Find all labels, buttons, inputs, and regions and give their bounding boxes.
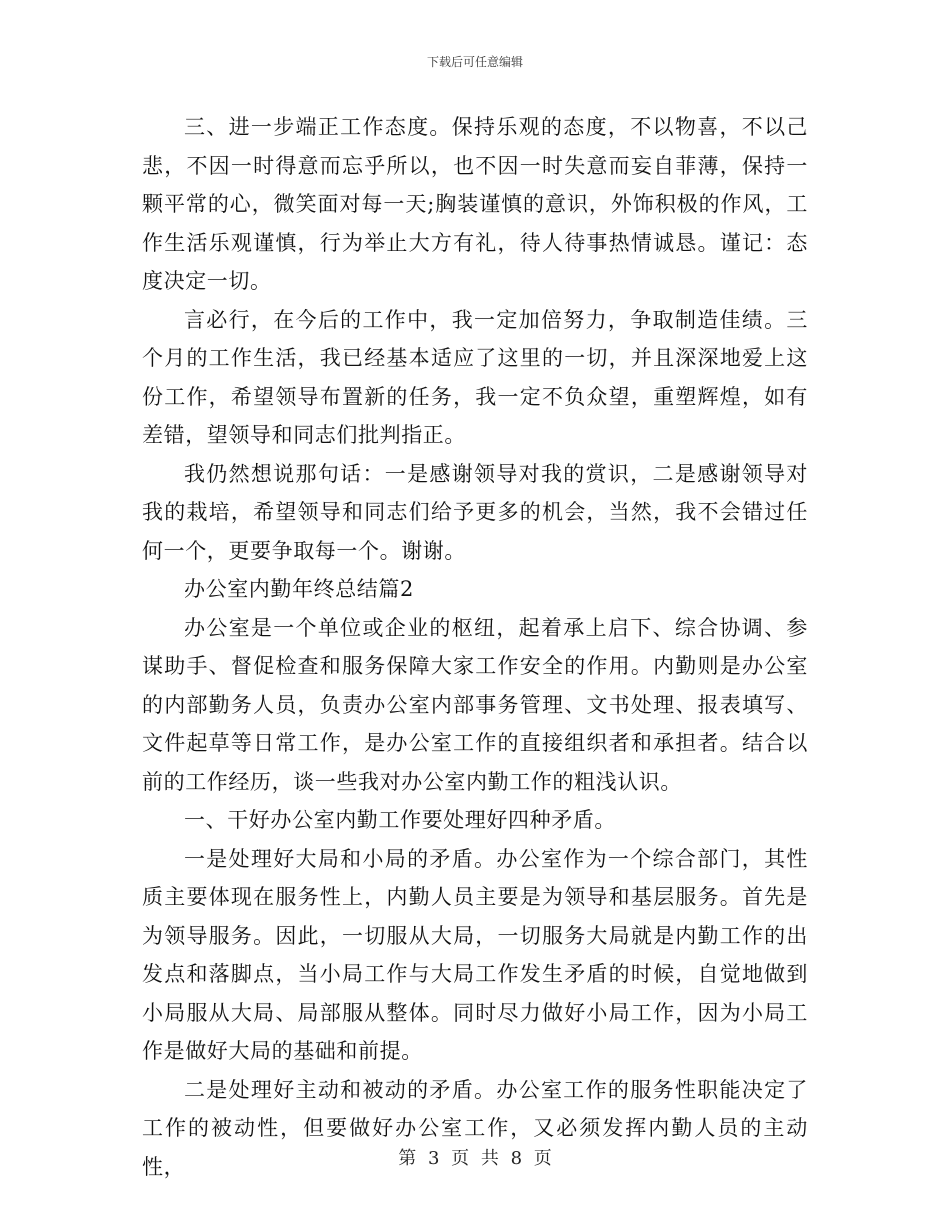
footer-total-pages: 8 bbox=[510, 1148, 523, 1169]
page-footer bbox=[0, 1144, 950, 1170]
footer-prefix: 第 bbox=[398, 1148, 417, 1169]
paragraph-office-role: 办公室是一个单位或企业的枢纽，起着承上启下、综合协调、参谋助手、督促检查和服务保障大家工作安全的作用。内勤则是办公室的内部勤务人员，负责办公室内部事务管理、文书处理、报表填写、文件起草等日常工作，是办公室工作的直接组织者和承担者。结合以前的工作经历，谈一些我对办公室内勤工作的粗浅认识。 bbox=[142, 615, 808, 794]
subheading-four-contradictions: 一、干好办公室内勤工作要处理好四种矛盾。 bbox=[184, 808, 616, 832]
footer-middle: 页 bbox=[451, 1148, 470, 1169]
page-header-note: 下载后可任意编辑 bbox=[426, 55, 523, 69]
paragraph-commitment: 言必行，在今后的工作中，我一定加倍努力，争取制造佳绩。三个月的工作生活，我已经基本适应了这里的一切，并且深深地爱上这份工作，希望领导布置新的任务，我一定不负众望，重塑辉煌，如有差错，望领导和同志们批判指正。 bbox=[142, 307, 808, 447]
paragraph-big-small-picture: 一是处理好大局和小局的矛盾。办公室作为一个综合部门，其性质主要体现在服务性上，内勤人员主要是为领导和基层服务。首先是为领导服务。因此，一切服从大局，一切服务大局就是内勤工作的出发点和落脚点，当小局工作与大局工作发生矛盾的时候，自觉地做到小局服从大局、局部服从整体。同时尽力做好小局工作，因为小局工作是做好大局的基础和前提。 bbox=[142, 846, 808, 1063]
footer-suffix: 页 bbox=[533, 1148, 552, 1169]
paragraph-thanks: 我仍然想说那句话：一是感谢领导对我的赏识，二是感谢领导对我的栽培，希望领导和同志们给予更多的机会，当然，我不会错过任何一个，更要争取每一个。谢谢。 bbox=[142, 461, 808, 563]
paragraph-active-passive: 二是处理好主动和被动的矛盾。办公室工作的服务性职能决定了工作的被动性，但要做好办公室工作，又必须发挥内勤人员的主动性， bbox=[142, 1077, 808, 1179]
document-body bbox=[142, 108, 808, 1186]
paragraph-attitude: 三、进一步端正工作态度。保持乐观的态度，不以物喜，不以己悲，不因一时得意而忘乎所以，也不因一时失意而妄自菲薄，保持一颗平常的心，微笑面对每一天;胸装谨慎的意识，外饰积极的作风，工作生活乐观谨慎，行为举止大方有礼，待人待事热情诚恳。谨记：态度决定一切。 bbox=[142, 115, 808, 293]
footer-total-prefix: 共 bbox=[480, 1148, 499, 1169]
section-heading: 办公室内勤年终总结篇2 bbox=[184, 577, 414, 601]
footer-page-number: 3 bbox=[427, 1148, 440, 1169]
